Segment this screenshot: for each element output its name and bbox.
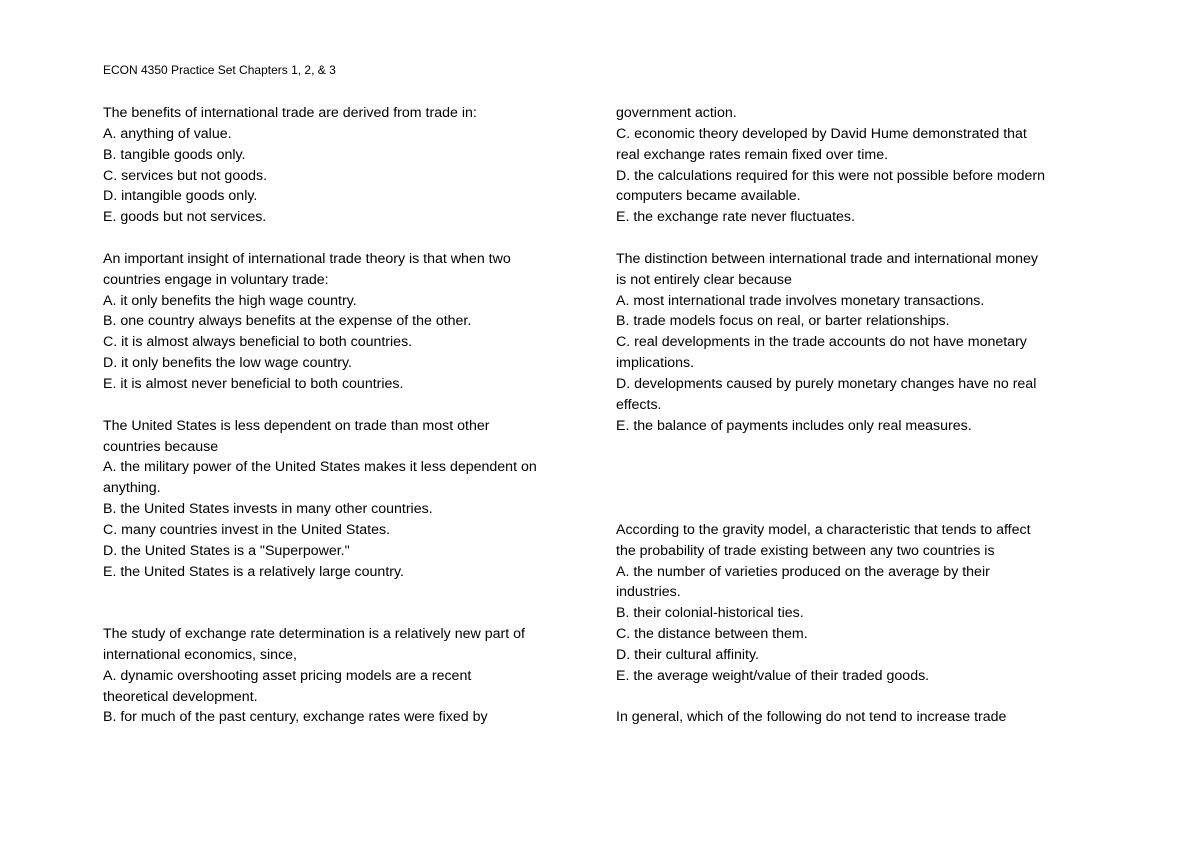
answer-option: D. intangible goods only. <box>103 188 258 205</box>
question-stem: is not entirely clear because <box>616 271 792 288</box>
answer-option: B. the United States invests in many other countries. <box>103 501 433 518</box>
answer-option: industries. <box>616 584 681 601</box>
answer-option: A. the number of varieties produced on the average by their <box>616 563 990 580</box>
answer-option: implications. <box>616 355 695 372</box>
answer-option: C. real developments in the trade accounts do not have monetary <box>616 334 1027 351</box>
document-header: ECON 4350 Practice Set Chapters 1, 2, & 3 <box>103 63 336 77</box>
question-stem: countries because <box>103 438 219 455</box>
answer-option: computers became available. <box>616 188 801 205</box>
answer-option: E. the balance of payments includes only real measures. <box>616 417 972 434</box>
question-stem: The distinction between international trade and international money <box>616 250 1038 267</box>
answer-option: D. developments caused by purely monetary changes have no real <box>616 375 1037 392</box>
answer-option: C. services but not goods. <box>103 167 268 184</box>
answer-option: real exchange rates remain fixed over time. <box>616 146 889 163</box>
answer-option: B. for much of the past century, exchange rates were fixed by <box>103 709 488 726</box>
answer-option: E. the United States is a relatively large country. <box>103 563 404 580</box>
answer-option: A. it only benefits the high wage country. <box>103 292 357 309</box>
question-stem: In general, which of the following do not tend to increase trade <box>616 709 1007 726</box>
question-stem: countries engage in voluntary trade: <box>103 271 329 288</box>
answer-option: E. the average weight/value of their traded goods. <box>616 667 930 684</box>
question-stem: the probability of trade existing between any two countries is <box>616 542 995 559</box>
answer-option: C. many countries invest in the United States. <box>103 521 391 538</box>
answer-option: theoretical development. <box>103 688 258 705</box>
paragraph-spacer <box>103 395 603 416</box>
question-block <box>103 103 603 228</box>
answer-option: C. the distance between them. <box>616 626 808 643</box>
answer-option: C. it is almost always beneficial to both countries. <box>103 334 413 351</box>
question-continuation <box>616 103 1106 228</box>
answer-option: B. tangible goods only. <box>103 146 246 163</box>
answer-option: D. the United States is a "Superpower." <box>103 542 350 559</box>
question-stem: international economics, since, <box>103 646 297 663</box>
answer-option: D. it only benefits the low wage country. <box>103 355 352 372</box>
question-block <box>616 249 1106 437</box>
answer-option: A. anything of value. <box>103 125 232 142</box>
answer-option: C. economic theory developed by David Hume demonstrated that <box>616 125 1027 142</box>
left-column <box>103 103 603 728</box>
right-column <box>616 103 1106 728</box>
answer-option: E. it is almost never beneficial to both countries. <box>103 375 404 392</box>
answer-option: effects. <box>616 396 662 413</box>
answer-option: B. one country always benefits at the expense of the other. <box>103 313 472 330</box>
answer-option: E. goods but not services. <box>103 209 267 226</box>
question-block <box>103 249 603 395</box>
paragraph-spacer <box>616 437 1106 520</box>
answer-option: E. the exchange rate never fluctuates. <box>616 209 855 226</box>
paragraph-spacer <box>103 228 603 249</box>
question-block <box>103 416 603 583</box>
question-block <box>103 624 603 728</box>
answer-option: B. their colonial-historical ties. <box>616 605 804 622</box>
answer-option: D. the calculations required for this were not possible before modern <box>616 167 1046 184</box>
answer-option: A. most international trade involves monetary transactions. <box>616 292 985 309</box>
answer-option: A. dynamic overshooting asset pricing models are a recent <box>103 667 472 684</box>
paragraph-spacer <box>103 582 603 624</box>
answer-option: A. the military power of the United States makes it less dependent on <box>103 459 537 476</box>
question-block <box>616 520 1106 687</box>
question-stem: According to the gravity model, a characteristic that tends to affect <box>616 521 1031 538</box>
answer-option: anything. <box>103 480 161 497</box>
question-block <box>616 707 1106 728</box>
question-stem: An important insight of international trade theory is that when two <box>103 250 511 267</box>
question-stem: The benefits of international trade are derived from trade in: <box>103 105 477 121</box>
paragraph-spacer <box>616 687 1106 708</box>
answer-option: government action. <box>616 105 737 121</box>
answer-option: B. trade models focus on real, or barter relationships. <box>616 313 950 330</box>
question-stem: The United States is less dependent on trade than most other <box>103 417 490 434</box>
paragraph-spacer <box>616 228 1106 249</box>
question-stem: The study of exchange rate determination is a relatively new part of <box>103 626 525 643</box>
answer-option: D. their cultural affinity. <box>616 646 759 663</box>
